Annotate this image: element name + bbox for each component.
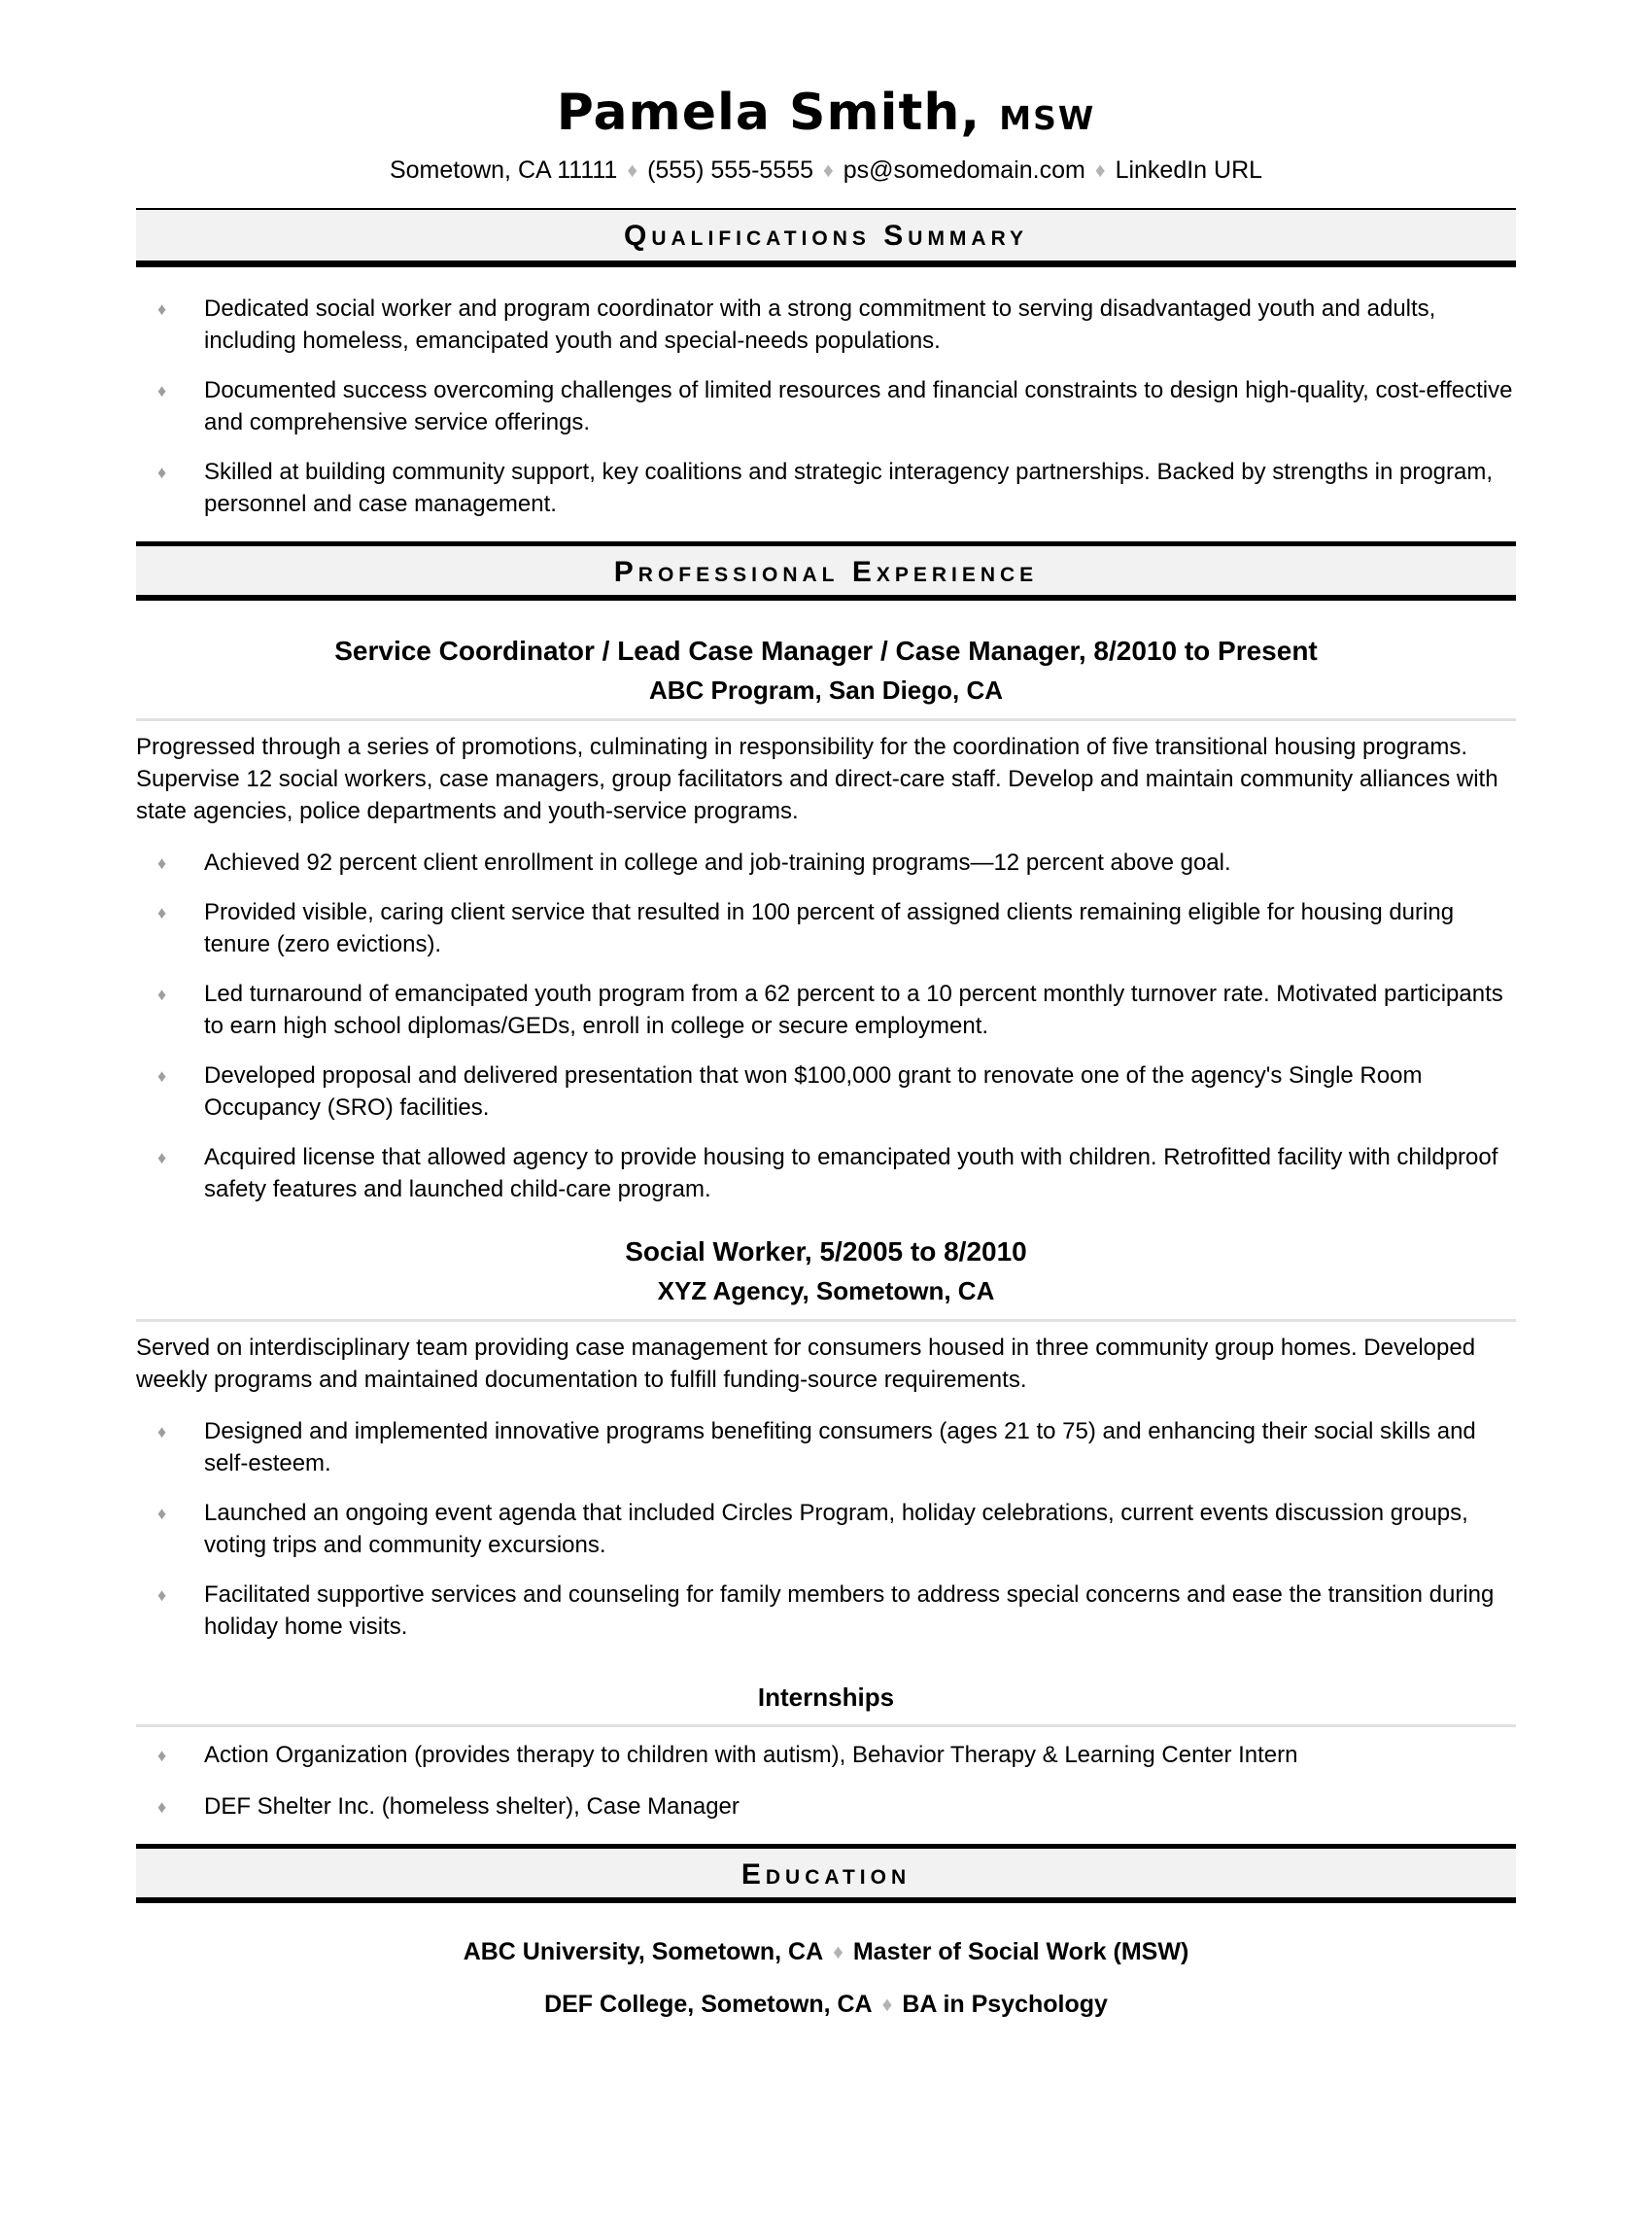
list-item: [136, 1141, 1516, 1205]
list-item: [136, 978, 1516, 1042]
list-item: [136, 293, 1516, 357]
job-summary: Served on interdisciplinary team providing case management for consumers housed in three community group homes. Developed weekly programs and maintained documentation to fulfill funding-source requirements.: [136, 1335, 1476, 1394]
bullet-diamond-icon: ♦: [157, 1745, 167, 1765]
name-main: Pamela Smith,: [556, 84, 981, 142]
education-entry: [136, 1936, 1516, 1968]
bullet-diamond-icon: ♦: [157, 1148, 167, 1168]
bullet-text: Provided visible, caring client service that resulted in 100 percent of assigned clients remaining eligible for housing during tenure (zero evictions).: [204, 899, 1455, 958]
internships-list: [136, 1739, 1516, 1822]
section-title: Professional Experience: [613, 555, 1039, 588]
bullet-diamond-icon: ♦: [157, 380, 167, 400]
bullet-text: Facilitated supportive services and counseling for family members to address special concerns and ease the transition during holiday home visits.: [204, 1581, 1495, 1641]
bullet-text: Designed and implemented innovative programs benefiting consumers (ages 21 to 75) and enhancing their social skills and self-esteem.: [204, 1418, 1476, 1477]
job-company: ABC Program, San Diego, CA: [648, 676, 1004, 706]
bullet-text: Led turnaround of emancipated youth program from a 62 percent to a 10 percent monthly turnover rate. Motivated participants to earn high school diplomas/GEDs, enroll in college or secure employment.: [204, 981, 1503, 1040]
bullet-diamond-icon: ♦: [157, 903, 167, 923]
list-item: [136, 847, 1516, 879]
section-title: Education: [740, 1857, 912, 1891]
job-divider: [136, 718, 1516, 721]
section-header-education: [136, 1844, 1516, 1903]
diamond-separator-icon: ♦: [823, 159, 834, 183]
list-item: [136, 1790, 1516, 1822]
contact-linkedin: LinkedIn URL: [1115, 156, 1263, 185]
contact-line: [136, 155, 1516, 187]
contact-phone: (555) 555-5555: [647, 156, 814, 185]
job-achievements-list: [136, 847, 1516, 1205]
contact-email: ps@somedomain.com: [843, 156, 1085, 185]
bullet-text: Launched an ongoing event agenda that included Circles Program, holiday celebrations, current events discussion groups, voting trips and community excursions.: [204, 1500, 1468, 1559]
contact-location: Sometown, CA 11111: [389, 156, 618, 185]
bullet-diamond-icon: ♦: [157, 985, 167, 1005]
resume-page: [0, 83, 1652, 2221]
job-summary: Progressed through a series of promotions, culminating in responsibility for the coordination of five transitional housing programs. Supervise 12 social workers, case managers, group facilitators and direct-care staff. Develop and maintain community alliances with state agencies, police departments and youth-service programs.: [136, 734, 1498, 825]
bullet-text: Skilled at building community support, key coalitions and strategic interagency partnerships. Backed by strengths in program, personnel and case management.: [204, 458, 1494, 517]
name-title: [136, 83, 1516, 143]
bullet-diamond-icon: ♦: [157, 1585, 167, 1606]
bullet-diamond-icon: ♦: [157, 462, 167, 482]
job-divider: [136, 1319, 1516, 1322]
name-credential: MSW: [999, 99, 1096, 137]
bullet-text: Developed proposal and delivered presentation that won $100,000 grant to renovate one of the agency's Single Room Occupancy (SRO) facilities.: [204, 1062, 1423, 1122]
list-item: [136, 1059, 1516, 1124]
list-item: [136, 374, 1516, 438]
job-achievements-list: [136, 1415, 1516, 1643]
diamond-separator-icon: ♦: [881, 1994, 893, 2017]
job-company: XYZ Agency, Sometown, CA: [657, 1276, 995, 1306]
bullet-diamond-icon: ♦: [157, 1422, 167, 1442]
list-item: [136, 1497, 1516, 1561]
degree-name: BA in Psychology: [902, 1991, 1108, 2019]
bullet-text: Action Organization (provides therapy to children with autism), Behavior Therapy & Learning Center Intern: [204, 1741, 1298, 1768]
bullet-text: Documented success overcoming challenges of limited resources and financial constraints to design high-quality, cost-effective and comprehensive service offerings.: [204, 376, 1513, 435]
degree-name: Master of Social Work (MSW): [852, 1937, 1189, 1965]
education-entry: [136, 1989, 1516, 2021]
job-title: Service Coordinator / Lead Case Manager / Case Manager, 8/2010 to Present: [334, 635, 1318, 666]
job-title: Social Worker, 5/2005 to 8/2010: [625, 1236, 1027, 1267]
bullet-text: Acquired license that allowed agency to provide housing to emancipated youth with children. Retrofitted facility with childproof safety features and launched child-care program.: [204, 1144, 1498, 1203]
bullet-diamond-icon: ♦: [157, 298, 167, 319]
bullet-text: DEF Shelter Inc. (homeless shelter), Case Manager: [204, 1792, 740, 1820]
internships-heading: Internships: [757, 1683, 895, 1713]
diamond-separator-icon: ♦: [833, 1940, 843, 1963]
section-header-experience: [136, 541, 1516, 601]
list-item: [136, 456, 1516, 520]
bullet-diamond-icon: ♦: [157, 1066, 167, 1087]
list-item: [136, 1415, 1516, 1479]
bullet-diamond-icon: ♦: [157, 853, 167, 874]
list-item: [136, 1579, 1516, 1643]
diamond-separator-icon: ♦: [627, 159, 638, 183]
bullet-text: Dedicated social worker and program coordinator with a strong commitment to serving disadvantaged youth and adults, including homeless, emancipated youth and special-needs populations.: [204, 295, 1436, 354]
section-title: Qualifications Summary: [624, 219, 1028, 252]
bullet-text: Achieved 92 percent client enrollment in college and job-training programs—12 percent above goal.: [204, 850, 1231, 877]
list-item: [136, 1739, 1516, 1771]
internships-section: [136, 1682, 1516, 1822]
job-entry: [136, 1234, 1516, 1643]
bullet-diamond-icon: ♦: [157, 1504, 167, 1524]
school-name: ABC University, Sometown, CA: [463, 1937, 824, 1965]
section-header-qualifications: [136, 208, 1516, 267]
list-item: [136, 896, 1516, 960]
job-entry: [136, 634, 1516, 1205]
bullet-diamond-icon: ♦: [157, 1796, 167, 1817]
diamond-separator-icon: ♦: [1094, 159, 1106, 183]
internships-divider: [136, 1724, 1516, 1727]
qualifications-list: [136, 293, 1516, 520]
school-name: DEF College, Sometown, CA: [544, 1991, 873, 2019]
